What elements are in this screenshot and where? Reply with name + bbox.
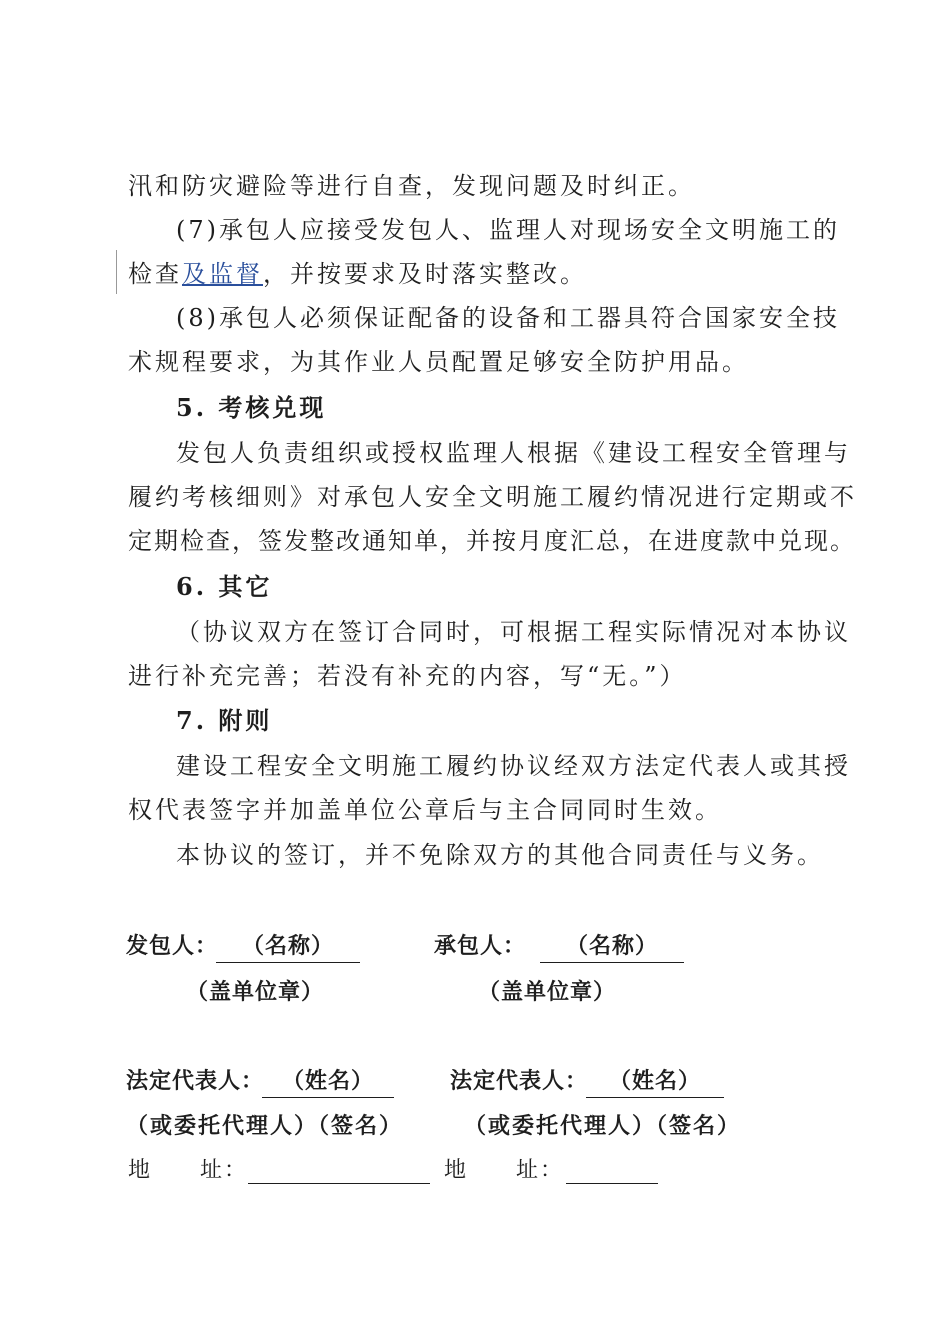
- address-b-label: 地 址：: [444, 1158, 565, 1183]
- party-b-label: 承包人：: [434, 933, 527, 959]
- paragraph-line: 本协议的签订，并不免除双方的其他合同责任与义务。: [176, 841, 824, 869]
- rep-a-label: 法定代表人：: [126, 1068, 265, 1094]
- paragraph-line: (7)承包人应接受发包人、监理人对现场安全文明施工的: [176, 216, 840, 244]
- paragraph-line: [128, 258, 587, 290]
- text-segment: ，并按要求及时落实整改。: [263, 260, 587, 288]
- paragraph-line: 权代表签字并加盖单位公章后与主合同同时生效。: [128, 796, 722, 824]
- party-b-name-field: （名称）: [540, 930, 684, 963]
- address-b-field: [566, 1155, 658, 1192]
- section-heading: 7. 附则: [176, 706, 273, 735]
- party-a-label: 发包人：: [126, 933, 219, 959]
- text-segment: 检查: [128, 260, 182, 288]
- agent-a-note: （或委托代理人）（签名）: [126, 1113, 404, 1139]
- hyperlink-jiandu[interactable]: 及监督: [182, 260, 263, 288]
- party-b-seal-note: （盖单位章）: [478, 979, 617, 1005]
- paragraph-line: 建设工程安全文明施工履约协议经双方法定代表人或其授: [176, 752, 851, 780]
- party-a-seal-note: （盖单位章）: [186, 979, 325, 1005]
- address-a-field: [248, 1155, 430, 1192]
- rep-a-name-field: （姓名）: [262, 1065, 394, 1098]
- paragraph-line: 进行补充完善；若没有补充的内容，写“无。”）: [128, 662, 687, 690]
- section-heading: 5. 考核兑现: [176, 393, 327, 422]
- paragraph-line: 术规程要求，为其作业人员配置足够安全防护用品。: [128, 348, 749, 376]
- section-heading: 6. 其它: [176, 572, 273, 601]
- paragraph-line: （协议双方在签订合同时，可根据工程实际情况对本协议: [176, 618, 851, 646]
- paragraph-line: 汛和防灾避险等进行自查，发现问题及时纠正。: [128, 172, 695, 200]
- address-a-label: 地 址：: [128, 1158, 249, 1183]
- paragraph-line: 履约考核细则》对承包人安全文明施工履约情况进行定期或不: [128, 483, 857, 511]
- paragraph-line: (8)承包人必须保证配备的设备和工器具符合国家安全技: [176, 304, 840, 332]
- agent-b-note: （或委托代理人）（签名）: [464, 1113, 742, 1139]
- text-cursor-marker: [116, 250, 117, 294]
- rep-b-label: 法定代表人：: [450, 1068, 589, 1094]
- paragraph-line: 发包人负责组织或授权监理人根据《建设工程安全管理与: [176, 439, 851, 467]
- paragraph-line: 定期检查，签发整改通知单，并按月度汇总，在进度款中兑现。: [128, 527, 856, 555]
- party-a-name-field: （名称）: [216, 930, 360, 963]
- rep-b-name-field: （姓名）: [586, 1065, 724, 1098]
